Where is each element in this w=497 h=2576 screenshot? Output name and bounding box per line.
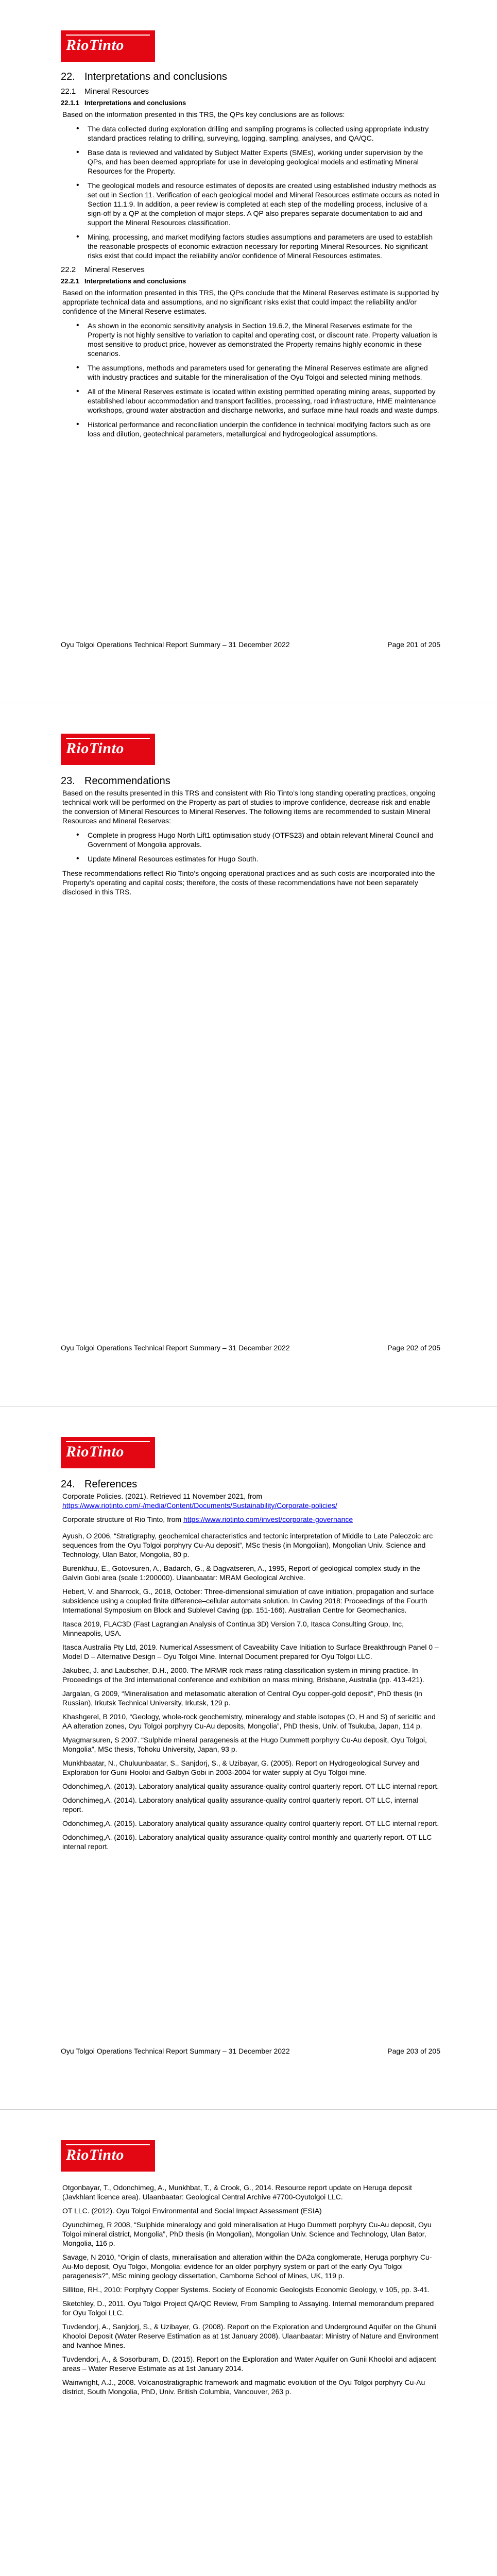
reference-entry: Odonchimeg,A. (2016). Laboratory analytical quality assurance-quality control monthly and quarterly report. OT LLC internal report. xyxy=(62,1833,432,1851)
reference-entry: Burenkhuu, E., Gotovsuren, A., Badarch, G., & Dagvatseren, A., 1995, Report of geological complex study in the Galvin Gobi area (scale 1:200000). Ulaanbaatar: MRAM Geological Archive. xyxy=(62,1564,420,1582)
reference-entry xyxy=(61,1492,440,1510)
section-title: References xyxy=(84,1479,138,1490)
reference-entry: Wainwright, A.J., 2008. Volcanostratigraphic framework and magmatic evolution of the Oyu Tolgoi porphyry Cu-Au district, South Mongolia, PhD, Univ. British Columbia, Vancouver, 263 p. xyxy=(62,2378,425,2396)
section-heading xyxy=(61,1479,440,1490)
subsection-title: Mineral Reserves xyxy=(84,265,145,274)
reference-entry xyxy=(61,1515,440,1524)
subsubsection-title: Interpretations and conclusions xyxy=(84,99,186,107)
page-number: Page 201 of 205 xyxy=(387,640,440,649)
rio-tinto-logo xyxy=(61,2140,155,2172)
reference-entry: Odonchimeg,A. (2014). Laboratory analytical quality assurance-quality control quarterly report. OT LLC, internal report. xyxy=(62,1796,418,1814)
page-number: Page 203 of 205 xyxy=(387,2047,440,2055)
subsubsection-heading xyxy=(61,277,440,285)
page-footer xyxy=(61,1344,440,1352)
reference-entry: Ayush, O 2006, “Stratigraphy, geochemical characteristics and tectonic interpretation of Middle to Late Paleozoic arc sequences from the Oyu Tolgoi porphyry Cu-Au deposit”, MSc thesis (in Mongolian), Mongolian Univ. Science and Technology, Ulan Bator, Mongolia, 80 p. xyxy=(62,1532,433,1558)
reference-entry: Tuvdendorj, A., & Sosorburam, D. (2015). Report on the Exploration and Water Aquifer on Gunii Khooloi and adjacent areas – Water Reserve Estimate as at 1st January 2014. xyxy=(62,2355,436,2372)
logo-rule xyxy=(66,738,150,739)
page-number: Page 202 of 205 xyxy=(387,1344,440,1352)
page-content xyxy=(61,71,440,444)
page-footer xyxy=(61,2047,440,2055)
reference-entry: Tuvdendorj, A., Sanjdorj, S., & Uzibayer, G. (2008). Report on the Exploration and Underground Aquifer on the Ghunii Khooloi Deposit (Water Reserve Estimation as at 1st January 2008). Ulaanbaatar: Ministry of Nature and Environment and Ivanhoe Mines. xyxy=(62,2323,439,2349)
page-201 xyxy=(0,0,497,703)
bullet-item: • Complete in progress Hugo North Lift1 optimisation study (OTFS23) and obtain relevant Mineral Council and Government of Mongolia approvals. xyxy=(76,831,440,849)
logo-wordmark: RioTinto xyxy=(66,740,124,757)
section-title: Interpretations and conclusions xyxy=(84,71,227,82)
subsubsection-title: Interpretations and conclusions xyxy=(84,277,186,285)
footer-title: Oyu Tolgoi Operations Technical Report Summary – 31 December 2022 xyxy=(61,640,290,649)
bullet-item: • As shown in the economic sensitivity analysis in Section 19.6.2, the Mineral Reserves estimate for the Property is not highly sensitive to variation to capital and operating cost, or discount rate. Property valuation is most sensitive to product price, however as demonstrated the Property remains highly economic in these scenarios. xyxy=(76,321,440,358)
section-heading xyxy=(61,71,440,83)
paragraph: Based on the results presented in this TRS and consistent with Rio Tinto’s long standing operating practices, ongoing technical work will be performed on the Property as part of studies to improve confidence, decrease risk and enable the conversion of Mineral Resources to Mineral Reserves. The following items are recommended to sustain Mineral Resources and Mineral Reserves: xyxy=(62,789,436,825)
section-number: 22. xyxy=(61,71,75,82)
rio-tinto-logo xyxy=(61,1437,155,1468)
page-202 xyxy=(0,703,497,1406)
subsubsection-number: 22.1.1 xyxy=(61,99,80,107)
logo-rule xyxy=(66,2144,150,2145)
logo-rule xyxy=(66,35,150,36)
bullet-list xyxy=(61,124,440,260)
footer-title: Oyu Tolgoi Operations Technical Report Summary – 31 December 2022 xyxy=(61,1344,290,1352)
reference-entry: Itasca Australia Pty Ltd, 2019. Numerical Assessment of Caveability Cave Initiation to Surface Breakthrough Panel 0 – Model D – Alternative Design – Oyu Tolgoi Mine. Internal Document prepared for Oyu Tolgoi LLC. xyxy=(62,1643,439,1660)
logo-wordmark: RioTinto xyxy=(66,37,124,54)
reference-entry: Odonchimeg,A. (2013). Laboratory analytical quality assurance-quality control quarterly report. OT LLC internal report. xyxy=(62,1782,439,1790)
reference-entry: Munkhbaatar, N., Chuluunbaatar, S., Sanjdorj, S., & Uzibayar, G. (2005). Report on Hydrogeological Survey and Exploration for Gunii Hooloi and Galbyn Gobi in 2003-2004 for water supply at Oyu Tolgoi mine. xyxy=(62,1759,420,1776)
section-number: 24. xyxy=(61,1479,75,1490)
paragraph: Based on the information presented in this TRS, the QPs conclude that the Mineral Reserves estimate is supported by appropriate technical data and assumptions, and no significant risks exist that could impact the reliability and/or confidence of the Mineral Reserve estimates. xyxy=(62,289,439,315)
reference-entry: Sketchley, D., 2011. Oyu Tolgoi Project QA/QC Review, From Sampling to Assaying. Internal memorandum prepared for Oyu Tolgoi LLC. xyxy=(62,2299,434,2317)
rio-tinto-logo xyxy=(61,734,155,765)
reference-text: Corporate structure of Rio Tinto, from xyxy=(62,1515,183,1523)
page-content xyxy=(61,2183,440,2401)
paragraph: These recommendations reflect Rio Tinto’s ongoing operational practices and as such costs are incorporated into the Property’s operating and capital costs; therefore, the costs of these recommendations have not been separately disclosed in this TRS. xyxy=(62,869,435,896)
logo-rule xyxy=(66,1441,150,1442)
reference-entry: Sillitoe, RH., 2010: Porphyry Copper Systems. Society of Economic Geologists Economic Geology, v 105, pp. 3-41. xyxy=(62,2285,430,2294)
reference-entry: Savage, N 2010, “Origin of clasts, mineralisation and alteration within the DA2a conglomerate, Heruga porphyry Cu-Au-Mo deposit, Oyu Tolgoi, Mongolia: evidence for an older porphyry system or part of the early Oyu Tolgoi paragenesis?”, MSc mining geology dissertation, Camborne School of Mines, UK, 119 p. xyxy=(62,2253,432,2280)
reference-entry: Oyunchimeg, R 2008, “Sulphide mineralogy and gold mineralisation at Hugo Dummett porphyry Cu-Au deposit, Oyu Tolgoi mineral district, Mongolia”, PhD thesis (in Mongolian), Mongolian Univ. Science and Technology, Ulan Bator, Mongolia, 116 p. xyxy=(62,2221,432,2247)
section-heading xyxy=(61,775,440,787)
logo-wordmark: RioTinto xyxy=(66,1443,124,1460)
page-204 xyxy=(0,2110,497,2576)
page-203 xyxy=(0,1406,497,2110)
subsubsection-number: 22.2.1 xyxy=(61,277,80,285)
bullet-list xyxy=(61,831,440,863)
subsection-title: Mineral Resources xyxy=(84,87,149,96)
reference-entry: Hebert, V. and Sharrock, G., 2018, October: Three-dimensional simulation of cave initiation, propagation and surface subsidence using a coupled finite difference–cellular automata solution. In Caving 2018: Proceedings of the Fourth International Symposium on Block and Sublevel Caving (pp. 151-166). Australian Centre for Geomechanics. xyxy=(62,1587,434,1614)
page-content xyxy=(61,1479,440,1856)
reference-link[interactable]: https://www.riotinto.com/invest/corporate-governance xyxy=(183,1515,353,1523)
bullet-item: • The geological models and resource estimates of deposits are created using established industry methods as set out in Section 11. Verification of each geological model and Mineral Resources estimate occurs as noted in Section 11.1.9. In addition, a peer review is completed at each step of the modelling process, inclusive of a sign-off by a QP at the completion of major steps. A QP also prepares separate documentation to aid and support the Mineral Resources classification. xyxy=(76,181,440,227)
reference-entry: Odonchimeg,A. (2015). Laboratory analytical quality assurance-quality control quarterly report. OT LLC internal report. xyxy=(62,1819,439,1827)
subsection-heading xyxy=(61,87,440,96)
reference-entry: Khashgerel, B 2010, “Geology, whole-rock geochemistry, mineralogy and stable isotopes (O, H and S) of sericitic and AA alteration zones, Oyu Tolgoi porphyry Cu-Au deposits, Mongolia”, PhD thesis, Univ. of Tsukuba, Japan, 114 p. xyxy=(62,1713,436,1730)
rio-tinto-logo xyxy=(61,30,155,62)
paragraph: Based on the information presented in this TRS, the QPs key conclusions are as follows: xyxy=(62,110,345,118)
subsection-number: 22.1 xyxy=(61,87,76,96)
section-number: 23. xyxy=(61,775,75,787)
bullet-item: • The data collected during exploration drilling and sampling programs is collected using appropriate industry standard practices relating to drilling, surveying, logging, sampling, analyses, and QA/QC. xyxy=(76,124,440,143)
reference-entry: OT LLC. (2012). Oyu Tolgoi Environmental and Social Impact Assessment (ESIA) xyxy=(62,2207,322,2215)
reference-link[interactable]: https://www.riotinto.com/-/media/Content/Documents/Sustainability/Corporate-policies/ xyxy=(62,1501,337,1510)
page-content xyxy=(61,775,440,902)
subsection-heading xyxy=(61,265,440,274)
bullet-list xyxy=(61,321,440,438)
footer-title: Oyu Tolgoi Operations Technical Report Summary – 31 December 2022 xyxy=(61,2047,290,2055)
reference-entry: Itasca 2019, FLAC3D (Fast Lagrangian Analysis of Continua 3D) Version 7.0, Itasca Consulting Group, Inc, Minneapolis, USA. xyxy=(62,1620,404,1637)
bullet-item: • Base data is reviewed and validated by Subject Matter Experts (SMEs), working under supervision by the QPs, and has been deemed appropriate for use in developing geological models and estimating Mineral Resources for the Property. xyxy=(76,148,440,176)
reference-text: Corporate Policies. (2021). Retrieved 11 November 2021, from xyxy=(62,1492,263,1500)
reference-entry: Otgonbayar, T., Odonchimeg, A., Munkhbat, T., & Crook, G., 2014. Resource report update on Heruga deposit (Javkhlant licence area). Ulaanbaatar: Geological Central Archive #7700-Oyutolgoi LLC. xyxy=(62,2183,412,2201)
subsection-number: 22.2 xyxy=(61,265,76,274)
bullet-item: • Historical performance and reconciliation underpin the confidence in technical modifying factors such as ore loss and dilution, geotechnical parameters, metallurgical and hydrogeological assumptions. xyxy=(76,420,440,438)
bullet-item: • Mining, processing, and market modifying factors studies assumptions and parameters are used to establish the reasonable prospects of economic extraction necessary for reporting Mineral Resources. No significant risks exist that could impact the reliability and/or confidence of Mineral Resources estimates. xyxy=(76,232,440,260)
reference-entry: Myagmarsuren, S 2007. “Sulphide mineral paragenesis at the Hugo Dummett porphyry Cu-Au deposit, Oyu Tolgoi, Mongolia”, MSc thesis, Tohoku University, Japan, 93 p. xyxy=(62,1736,427,1753)
reference-entry: Jargalan, G 2009, “Mineralisation and metasomatic alteration of Central Oyu copper-gold deposit”, PhD thesis (in Russian), Irkutsk Technical University, Irkutsk, 129 p. xyxy=(62,1689,422,1707)
bullet-item: • The assumptions, methods and parameters used for generating the Mineral Reserves estimate are aligned with industry practices and suitable for the mineralisation of the Oyu Tolgoi and selected mining methods. xyxy=(76,363,440,382)
reference-entry: Jakubec, J. and Laubscher, D.H., 2000. The MRMR rock mass rating classification system in mining practice. In Proceedings of the 3rd international conference and exhibition on mass mining, Brisbane, Australia (pp. 413-421). xyxy=(62,1666,424,1684)
logo-wordmark: RioTinto xyxy=(66,2146,124,2163)
bullet-item: • Update Mineral Resources estimates for Hugo South. xyxy=(76,854,440,863)
subsubsection-heading xyxy=(61,99,440,107)
bullet-item: • All of the Mineral Reserves estimate is located within existing permitted operating mining areas, supported by established labour accommodation and transport facilities, processing, road infrastructure, HME maintenance workshops, ground water abstraction and discharge networks, and surface mine haul roads and waste dumps. xyxy=(76,387,440,415)
page-footer xyxy=(61,640,440,649)
section-title: Recommendations xyxy=(84,775,170,787)
